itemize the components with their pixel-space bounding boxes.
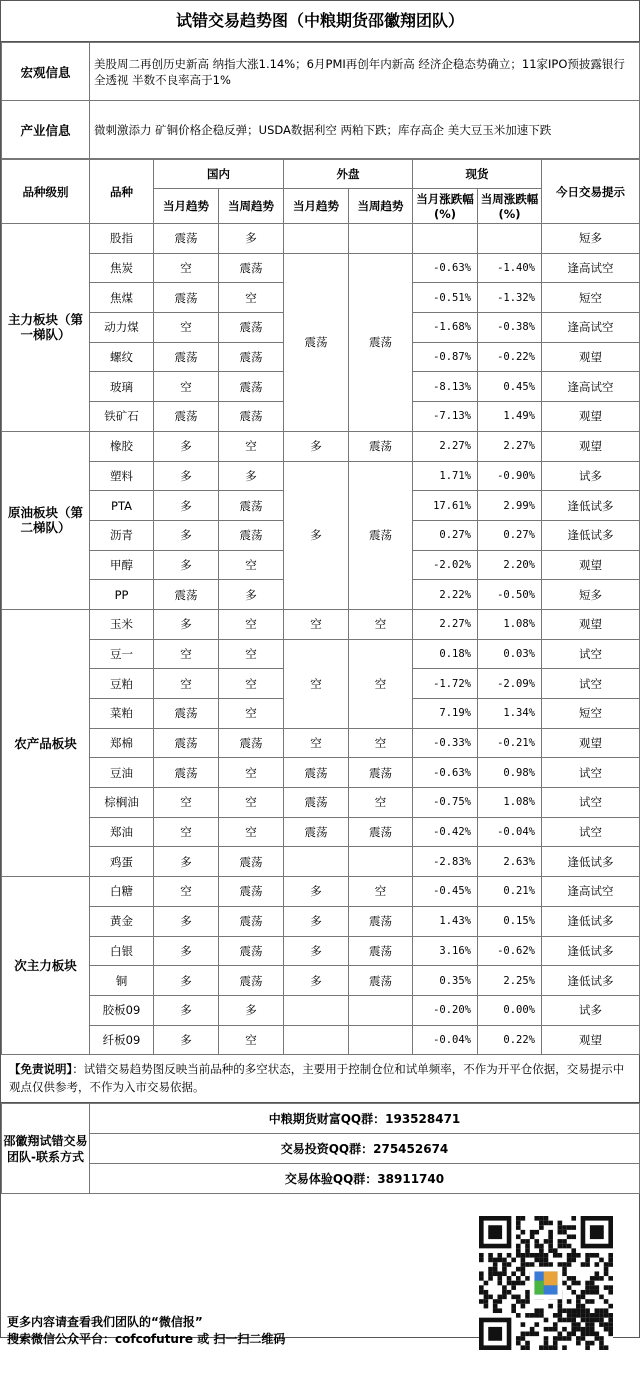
domestic-month-cell: 空 <box>154 253 219 283</box>
spot-month-cell: 0.18% <box>413 639 478 669</box>
domestic-week-cell: 空 <box>219 669 284 699</box>
spot-month-cell: -7.13% <box>413 402 478 432</box>
header-foreign: 外盘 <box>284 160 413 189</box>
domestic-month-cell: 多 <box>154 550 219 580</box>
header-domestic: 国内 <box>154 160 284 189</box>
tip-cell: 试空 <box>542 639 640 669</box>
domestic-month-cell: 多 <box>154 847 219 877</box>
foreign-month-cell: 震荡 <box>284 758 349 788</box>
tip-cell: 试空 <box>542 817 640 847</box>
domestic-week-cell: 空 <box>219 550 284 580</box>
spot-week-cell: 0.22% <box>478 1025 542 1055</box>
table-row <box>2 995 640 1025</box>
tip-cell: 短多 <box>542 224 640 254</box>
variety-cell: 塑料 <box>90 461 154 491</box>
spot-month-cell: -0.87% <box>413 342 478 372</box>
domestic-week-cell: 震荡 <box>219 906 284 936</box>
spot-week-cell: 0.45% <box>478 372 542 402</box>
foreign-month-cell: 多 <box>284 966 349 996</box>
domestic-month-cell: 震荡 <box>154 580 219 610</box>
domestic-week-cell: 多 <box>219 461 284 491</box>
header-domestic-week: 当周趋势 <box>219 189 284 224</box>
header-foreign-month: 当月趋势 <box>284 189 349 224</box>
spot-month-cell: 7.19% <box>413 699 478 729</box>
spot-month-cell: -8.13% <box>413 372 478 402</box>
tip-cell: 逢低试多 <box>542 966 640 996</box>
foreign-week-cell: 空 <box>349 728 413 758</box>
spot-month-cell: 2.22% <box>413 580 478 610</box>
foreign-week-cell: 空 <box>349 609 413 639</box>
tip-cell: 短空 <box>542 283 640 313</box>
table-row <box>2 788 640 818</box>
table-row <box>2 639 640 669</box>
tip-cell: 逢低试多 <box>542 847 640 877</box>
variety-cell: 铁矿石 <box>90 402 154 432</box>
domestic-month-cell: 多 <box>154 431 219 461</box>
spot-week-cell: 1.49% <box>478 402 542 432</box>
spot-week-cell: 1.08% <box>478 609 542 639</box>
industry-label: 产业信息 <box>2 101 90 159</box>
tip-cell: 观望 <box>542 402 640 432</box>
contact-line: 中粮期货财富QQ群：193528471 <box>90 1104 640 1134</box>
spot-month-cell: 0.27% <box>413 520 478 550</box>
foreign-week-cell: 震荡 <box>349 817 413 847</box>
table-row <box>2 253 640 283</box>
spot-month-cell: -1.68% <box>413 313 478 343</box>
footer-line-2: 搜索微信公众平台：cofcofuture 或 扫一扫二维码 <box>7 1332 286 1347</box>
domestic-month-cell: 震荡 <box>154 224 219 254</box>
domestic-month-cell: 多 <box>154 966 219 996</box>
domestic-month-cell: 多 <box>154 491 219 521</box>
tip-cell: 逢高试空 <box>542 253 640 283</box>
contact-label: 邵徽翔试错交易团队-联系方式 <box>2 1104 90 1194</box>
variety-cell: 螺纹 <box>90 342 154 372</box>
info-table <box>1 42 640 159</box>
foreign-week-cell: 震荡 <box>349 461 413 609</box>
spot-week-cell: 2.63% <box>478 847 542 877</box>
spot-week-cell: -2.09% <box>478 669 542 699</box>
tip-cell: 短空 <box>542 699 640 729</box>
foreign-month-cell <box>284 1025 349 1055</box>
tip-cell: 逢高试空 <box>542 877 640 907</box>
spot-month-cell: -0.63% <box>413 253 478 283</box>
spot-month-cell: 1.71% <box>413 461 478 491</box>
domestic-week-cell: 多 <box>219 995 284 1025</box>
domestic-week-cell: 震荡 <box>219 520 284 550</box>
table-row <box>2 936 640 966</box>
spot-week-cell: 0.27% <box>478 520 542 550</box>
header-tip: 今日交易提示 <box>542 160 640 224</box>
spot-month-cell: -0.51% <box>413 283 478 313</box>
spot-month-cell: -1.72% <box>413 669 478 699</box>
foreign-week-cell: 空 <box>349 639 413 728</box>
foreign-week-cell: 震荡 <box>349 906 413 936</box>
foreign-month-cell <box>284 847 349 877</box>
tip-cell: 试多 <box>542 461 640 491</box>
domestic-week-cell: 空 <box>219 609 284 639</box>
domestic-week-cell: 震荡 <box>219 253 284 283</box>
header-variety: 品种 <box>90 160 154 224</box>
foreign-month-cell <box>284 224 349 254</box>
header-level: 品种级别 <box>2 160 90 224</box>
table-row <box>2 224 640 254</box>
spot-week-cell: -0.04% <box>478 817 542 847</box>
variety-cell: 胶板09 <box>90 995 154 1025</box>
foreign-month-cell: 多 <box>284 906 349 936</box>
variety-cell: 白糖 <box>90 877 154 907</box>
domestic-week-cell: 震荡 <box>219 491 284 521</box>
table-row <box>2 1025 640 1055</box>
foreign-week-cell: 震荡 <box>349 758 413 788</box>
tip-cell: 观望 <box>542 431 640 461</box>
disclaimer <box>1 1055 639 1103</box>
variety-cell: 橡胶 <box>90 431 154 461</box>
variety-cell: 沥青 <box>90 520 154 550</box>
group-name: 农产品板块 <box>2 609 90 876</box>
spot-month-cell: 17.61% <box>413 491 478 521</box>
spot-month-cell: -0.04% <box>413 1025 478 1055</box>
spot-week-cell: 0.03% <box>478 639 542 669</box>
domestic-week-cell: 震荡 <box>219 877 284 907</box>
variety-cell: 玉米 <box>90 609 154 639</box>
tip-cell: 观望 <box>542 342 640 372</box>
spot-week-cell: 2.25% <box>478 966 542 996</box>
tip-cell: 逢高试空 <box>542 313 640 343</box>
trend-table-body <box>2 224 640 1055</box>
foreign-month-cell: 震荡 <box>284 253 349 431</box>
foreign-month-cell: 多 <box>284 877 349 907</box>
domestic-month-cell: 多 <box>154 936 219 966</box>
spot-week-cell: -1.40% <box>478 253 542 283</box>
domestic-week-cell: 空 <box>219 639 284 669</box>
domestic-week-cell: 空 <box>219 817 284 847</box>
domestic-month-cell: 多 <box>154 906 219 936</box>
foreign-week-cell <box>349 224 413 254</box>
spot-month-cell: -0.20% <box>413 995 478 1025</box>
domestic-month-cell: 震荡 <box>154 699 219 729</box>
header-domestic-month: 当月趋势 <box>154 189 219 224</box>
domestic-month-cell: 空 <box>154 788 219 818</box>
table-row <box>2 966 640 996</box>
tip-cell: 观望 <box>542 550 640 580</box>
foreign-week-cell <box>349 995 413 1025</box>
variety-cell: PP <box>90 580 154 610</box>
spot-week-cell: -0.62% <box>478 936 542 966</box>
domestic-month-cell: 空 <box>154 669 219 699</box>
tip-cell: 试多 <box>542 995 640 1025</box>
foreign-month-cell: 多 <box>284 461 349 609</box>
domestic-month-cell: 空 <box>154 877 219 907</box>
spot-week-cell <box>478 224 542 254</box>
contact-line: 交易体验QQ群：38911740 <box>90 1164 640 1194</box>
foreign-week-cell: 震荡 <box>349 253 413 431</box>
domestic-month-cell: 多 <box>154 1025 219 1055</box>
table-row <box>2 877 640 907</box>
domestic-week-cell: 空 <box>219 283 284 313</box>
tip-cell: 试空 <box>542 788 640 818</box>
domestic-week-cell: 震荡 <box>219 372 284 402</box>
domestic-month-cell: 空 <box>154 639 219 669</box>
qr-code-icon[interactable] <box>479 1216 613 1350</box>
tip-cell: 试空 <box>542 758 640 788</box>
tip-cell: 观望 <box>542 1025 640 1055</box>
spot-month-cell: 2.27% <box>413 431 478 461</box>
foreign-month-cell: 震荡 <box>284 788 349 818</box>
variety-cell: 纤板09 <box>90 1025 154 1055</box>
contact-table <box>1 1103 640 1194</box>
group-name: 主力板块（第一梯队） <box>2 224 90 432</box>
foreign-month-cell: 空 <box>284 728 349 758</box>
spot-month-cell: -0.63% <box>413 758 478 788</box>
variety-cell: 甲醇 <box>90 550 154 580</box>
spot-month-cell: 1.43% <box>413 906 478 936</box>
domestic-week-cell: 震荡 <box>219 728 284 758</box>
foreign-month-cell: 空 <box>284 639 349 728</box>
header-spot-month: 当月涨跌幅(%) <box>413 189 478 224</box>
domestic-week-cell: 多 <box>219 224 284 254</box>
spot-week-cell: 1.34% <box>478 699 542 729</box>
domestic-month-cell: 多 <box>154 461 219 491</box>
domestic-week-cell: 空 <box>219 788 284 818</box>
spot-month-cell: 0.35% <box>413 966 478 996</box>
domestic-month-cell: 震荡 <box>154 342 219 372</box>
spot-month-cell: -0.42% <box>413 817 478 847</box>
variety-cell: 焦炭 <box>90 253 154 283</box>
spot-month-cell: -0.33% <box>413 728 478 758</box>
foreign-week-cell: 震荡 <box>349 966 413 996</box>
footer <box>1 1194 639 1374</box>
spot-week-cell: 0.15% <box>478 906 542 936</box>
header-spot: 现货 <box>413 160 542 189</box>
page-title: 试错交易趋势图（中粮期货邵徽翔团队） <box>1 1 639 42</box>
variety-cell: 股指 <box>90 224 154 254</box>
footer-text <box>7 1314 285 1348</box>
spot-month-cell: -0.45% <box>413 877 478 907</box>
foreign-week-cell: 震荡 <box>349 936 413 966</box>
variety-cell: 郑油 <box>90 817 154 847</box>
disclaimer-label: 【免责说明】 <box>9 1062 73 1077</box>
domestic-month-cell: 空 <box>154 372 219 402</box>
domestic-week-cell: 震荡 <box>219 402 284 432</box>
spot-week-cell: -0.50% <box>478 580 542 610</box>
variety-cell: 黄金 <box>90 906 154 936</box>
macro-label: 宏观信息 <box>2 43 90 101</box>
foreign-week-cell: 空 <box>349 877 413 907</box>
table-row <box>2 728 640 758</box>
domestic-week-cell: 震荡 <box>219 313 284 343</box>
foreign-month-cell: 多 <box>284 936 349 966</box>
foreign-week-cell: 震荡 <box>349 431 413 461</box>
foreign-week-cell <box>349 847 413 877</box>
tip-cell: 逢低试多 <box>542 906 640 936</box>
spot-week-cell: 0.21% <box>478 877 542 907</box>
domestic-month-cell: 震荡 <box>154 402 219 432</box>
table-row <box>2 461 640 491</box>
domestic-week-cell: 空 <box>219 431 284 461</box>
domestic-month-cell: 震荡 <box>154 758 219 788</box>
spot-week-cell: -0.22% <box>478 342 542 372</box>
variety-cell: 动力煤 <box>90 313 154 343</box>
domestic-week-cell: 空 <box>219 1025 284 1055</box>
spot-month-cell: -2.02% <box>413 550 478 580</box>
variety-cell: 玻璃 <box>90 372 154 402</box>
table-row <box>2 847 640 877</box>
variety-cell: 铜 <box>90 966 154 996</box>
spot-week-cell: 2.20% <box>478 550 542 580</box>
domestic-week-cell: 震荡 <box>219 966 284 996</box>
foreign-month-cell <box>284 995 349 1025</box>
domestic-month-cell: 震荡 <box>154 728 219 758</box>
variety-cell: 豆油 <box>90 758 154 788</box>
spot-month-cell: 3.16% <box>413 936 478 966</box>
group-name: 次主力板块 <box>2 877 90 1055</box>
disclaimer-text: ：试错交易趋势图反映当前品种的多空状态，主要用于控制仓位和试单频率，不作为开平仓依据，交易提示中观点仅供参考，不作为入市交易依据。 <box>9 1062 625 1095</box>
domestic-month-cell: 空 <box>154 817 219 847</box>
spot-month-cell: 2.27% <box>413 609 478 639</box>
variety-cell: 菜粕 <box>90 699 154 729</box>
domestic-week-cell: 空 <box>219 758 284 788</box>
spot-week-cell: -0.90% <box>478 461 542 491</box>
table-row <box>2 609 640 639</box>
spot-month-cell <box>413 224 478 254</box>
tip-cell: 逢低试多 <box>542 520 640 550</box>
tip-cell: 逢低试多 <box>542 936 640 966</box>
tip-cell: 观望 <box>542 609 640 639</box>
spot-week-cell: 0.00% <box>478 995 542 1025</box>
domestic-month-cell: 多 <box>154 520 219 550</box>
tip-cell: 逢低试多 <box>542 491 640 521</box>
spot-week-cell: 2.99% <box>478 491 542 521</box>
spot-month-cell: -0.75% <box>413 788 478 818</box>
domestic-month-cell: 多 <box>154 995 219 1025</box>
domestic-week-cell: 震荡 <box>219 936 284 966</box>
variety-cell: 棕榈油 <box>90 788 154 818</box>
variety-cell: 鸡蛋 <box>90 847 154 877</box>
variety-cell: PTA <box>90 491 154 521</box>
spot-week-cell: -1.32% <box>478 283 542 313</box>
header-spot-week: 当周涨跌幅(%) <box>478 189 542 224</box>
tip-cell: 短多 <box>542 580 640 610</box>
variety-cell: 豆粕 <box>90 669 154 699</box>
foreign-month-cell: 空 <box>284 609 349 639</box>
trend-table <box>1 159 640 1055</box>
spot-week-cell: -0.38% <box>478 313 542 343</box>
variety-cell: 郑棉 <box>90 728 154 758</box>
domestic-month-cell: 震荡 <box>154 283 219 313</box>
footer-line-1: 更多内容请查看我们团队的“微信报” <box>7 1315 203 1330</box>
domestic-week-cell: 震荡 <box>219 847 284 877</box>
domestic-month-cell: 多 <box>154 609 219 639</box>
macro-text: 美股周二再创历史新高 纳指大涨1.14%；6月PMI再创年内新高 经济企稳态势确立；11家IPO预披露银行全透视 半数不良率高于1% <box>90 43 640 101</box>
spot-week-cell: 1.08% <box>478 788 542 818</box>
variety-cell: 白银 <box>90 936 154 966</box>
foreign-month-cell: 震荡 <box>284 817 349 847</box>
foreign-week-cell: 空 <box>349 788 413 818</box>
foreign-month-cell: 多 <box>284 431 349 461</box>
tip-cell: 观望 <box>542 728 640 758</box>
domestic-week-cell: 震荡 <box>219 342 284 372</box>
contact-line: 交易投资QQ群：275452674 <box>90 1134 640 1164</box>
table-row <box>2 817 640 847</box>
variety-cell: 豆一 <box>90 639 154 669</box>
spot-week-cell: 2.27% <box>478 431 542 461</box>
spot-week-cell: -0.21% <box>478 728 542 758</box>
domestic-month-cell: 空 <box>154 313 219 343</box>
domestic-week-cell: 空 <box>219 699 284 729</box>
table-row <box>2 906 640 936</box>
header-foreign-week: 当周趋势 <box>349 189 413 224</box>
variety-cell: 焦煤 <box>90 283 154 313</box>
industry-text: 微刺激添力 矿铜价格企稳反弹；USDA数据利空 两粕下跌；库存高企 美大豆玉米加速下跌 <box>90 101 640 159</box>
spot-week-cell: 0.98% <box>478 758 542 788</box>
domestic-week-cell: 多 <box>219 580 284 610</box>
foreign-week-cell <box>349 1025 413 1055</box>
table-row <box>2 758 640 788</box>
table-row <box>2 431 640 461</box>
tip-cell: 逢高试空 <box>542 372 640 402</box>
spot-month-cell: -2.83% <box>413 847 478 877</box>
group-name: 原油板块（第二梯队） <box>2 431 90 609</box>
tip-cell: 试空 <box>542 669 640 699</box>
